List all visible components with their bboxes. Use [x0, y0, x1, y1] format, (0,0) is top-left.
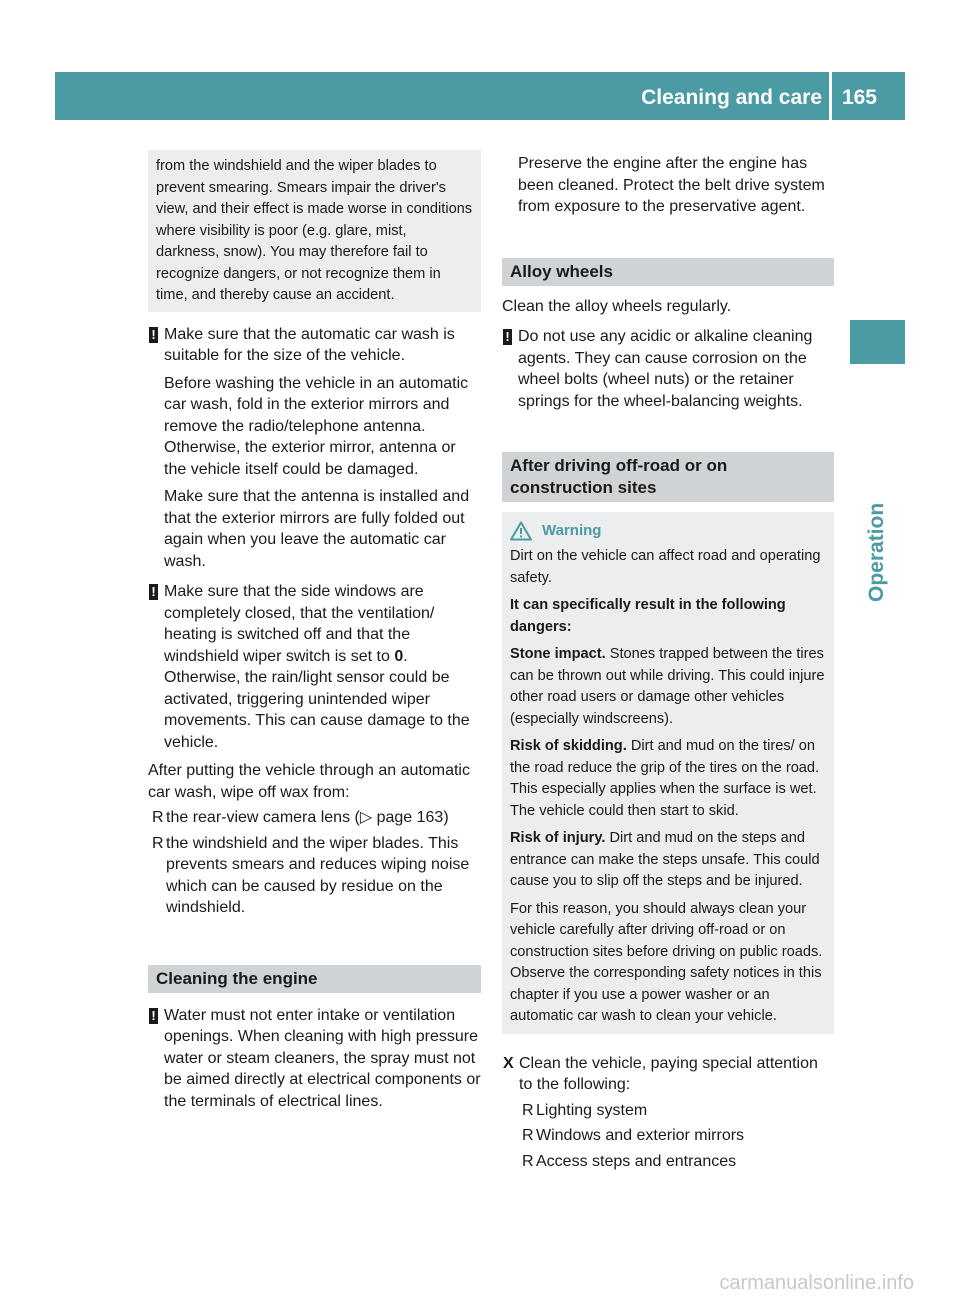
warning-item-label: Stone impact.: [510, 646, 606, 662]
notice-text: . Otherwise, the rain/light sensor could be activated, triggering unintended wiper movements. This can cause damage to the vehicle.: [164, 647, 470, 751]
list-item: [148, 833, 481, 919]
warning-item: [510, 828, 826, 893]
right-column: [502, 150, 834, 1172]
notice-side-windows: [148, 581, 481, 753]
watermark: carmanualsonline.info: [719, 1272, 914, 1294]
list-item: [518, 1125, 834, 1147]
warning-text: For this reason, you should always clean your vehicle carefully after driving off-road or on construction sites before driving on public roads. Observe the corresponding safety notices in this chapter if you use a power washer or an automatic car wash to clean your vehicle.: [510, 900, 823, 1024]
step-marker: X: [503, 1054, 514, 1072]
page-header: [55, 72, 905, 120]
section-heading: Cleaning the engine: [148, 965, 481, 993]
header-divider: [829, 72, 832, 120]
left-column: [148, 150, 481, 1112]
notice-paragraph: [164, 581, 481, 753]
list-item-text: Lighting system: [536, 1101, 648, 1119]
warning-item: [510, 736, 826, 822]
warning-item-text: Dirt and mud on the tires/ on the road reduce the grip of the tires on the road. This especially applies when the surface is wet. The vehicle could then start to skid.: [510, 738, 820, 819]
notice-paragraph: Before washing the vehicle in an automatic car wash, fold in the exterior mirrors and remove the radio/telephone antenna. Otherwise, the exterior mirror, antenna or the vehicle itself could be damaged.: [164, 374, 469, 478]
list-item-text: Access steps and entrances: [536, 1152, 737, 1170]
warning-text: from the windshield and the wiper blades to prevent smearing. Smears impair the driver's view, and their effect is made worse in conditions where visibility is poor (e.g. glare, mist, darkness, snow). You may therefore fail to recognize dangers, or not recognize them in time, and thereby cause an accident.: [156, 158, 473, 303]
section-title: Cleaning and care: [641, 86, 822, 109]
list-item: [518, 1151, 834, 1173]
section-heading: Alloy wheels: [502, 258, 834, 286]
notice-engine-water: [148, 1005, 481, 1113]
warning-item: [510, 644, 826, 730]
chapter-tab-marker: [850, 320, 905, 364]
warning-title: Warning: [542, 522, 602, 540]
exclamation-icon: !: [149, 584, 158, 600]
notice-paragraph: Make sure that the automatic car wash is suitable for the size of the vehicle.: [164, 325, 455, 364]
notice-alloy-cleaning: [502, 326, 834, 412]
instruction-step: [502, 1053, 834, 1096]
warning-item-text: Stones trapped between the tires can be thrown out while driving. This could injure other road users or damage other vehicles (especially windscreens).: [510, 646, 825, 727]
warning-item-label: Risk of injury.: [510, 830, 606, 846]
exclamation-icon: !: [149, 1008, 158, 1024]
section-heading: After driving off-road or on construction sites: [502, 452, 834, 502]
switch-position: 0: [394, 647, 404, 665]
list-item-text: the rear-view camera lens (▷ page 163): [166, 809, 449, 826]
list-item: [148, 807, 481, 829]
warning-item-label: Risk of skidding.: [510, 738, 627, 754]
notice-car-wash-size: [148, 324, 481, 573]
warning-item-text: Dirt and mud on the steps and entrance can make the steps unsafe. This could cause you to slip off the steps and be injured.: [510, 830, 820, 889]
step-text: Clean the vehicle, paying special attention to the following:: [519, 1054, 818, 1093]
notice-paragraph: Water must not enter intake or ventilation openings. When cleaning with high pressure water or steam cleaners, the spray must not be aimed directly at electrical components or the terminals of electrical lines.: [164, 1006, 481, 1110]
list-item-text: Windows and exterior mirrors: [536, 1127, 745, 1144]
alloy-text: Clean the alloy wheels regularly.: [502, 297, 732, 315]
exclamation-icon: !: [503, 329, 512, 345]
notice-paragraph: Make sure that the antenna is installed and that the exterior mirrors are fully folded out again when you leave the automatic car wash.: [164, 488, 470, 570]
warning-text: Dirt on the vehicle can affect road and operating safety.: [510, 548, 821, 586]
page-number: 165: [841, 86, 877, 109]
warning-header: [510, 520, 826, 542]
bullet-marker: R: [522, 1127, 534, 1144]
exclamation-icon: !: [149, 327, 158, 343]
notice-paragraph: Do not use any acidic or alkaline cleaning agents. They can cause corrosion on the wheel bolts (wheel nuts) or the retainer springs for the wheel-balancing weights.: [518, 328, 813, 410]
bullet-marker: R: [522, 1152, 534, 1170]
notice-text: Make sure that the side windows are completely closed, that the ventilation/ heating is switched off and that the windshield wiper switch is set to: [164, 583, 435, 665]
preserve-text: Preserve the engine after the engine has been cleaned. Protect the belt drive system from exposure to the preservative agent.: [518, 155, 825, 215]
bullet-marker: R: [522, 1101, 534, 1119]
list-item-text: the windshield and the wiper blades. This prevents smears and reduces wiping noise which can be caused by residue on the windshield.: [166, 834, 470, 916]
bullet-marker: R: [152, 809, 164, 826]
warning-box: [502, 512, 834, 1034]
chapter-label: Operation: [865, 502, 888, 602]
bullet-marker: R: [152, 834, 164, 852]
after-wash-text: After putting the vehicle through an automatic car wash, wipe off wax from:: [148, 762, 470, 801]
warning-text: [510, 595, 826, 638]
warning-triangle-icon: [510, 521, 532, 541]
list-item: [518, 1100, 834, 1122]
warning-emphasis: It can specifically result in the following dangers:: [510, 597, 786, 635]
warning-box-continued: [148, 150, 481, 312]
